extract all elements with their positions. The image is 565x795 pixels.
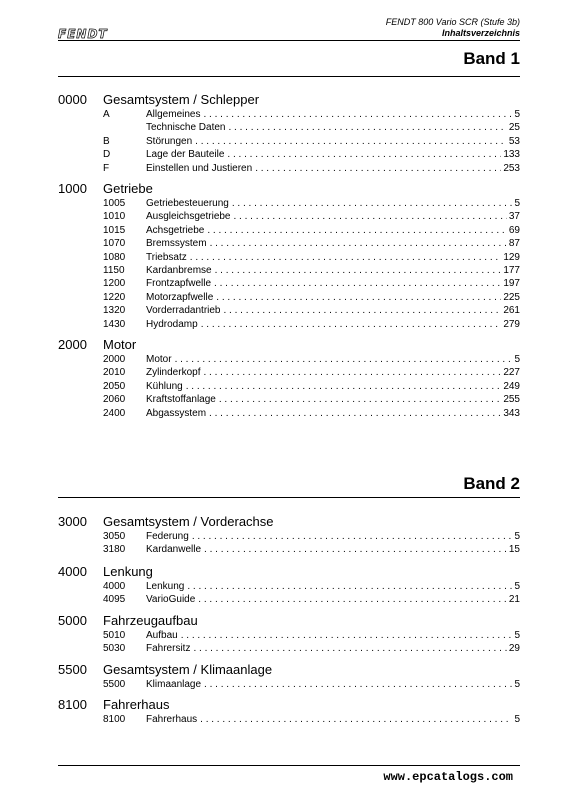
dot-leader: [190, 251, 502, 264]
entry-title: Klimaanlage: [146, 679, 202, 690]
toc-entry[interactable]: [58, 108, 520, 121]
entry-page: 279: [503, 318, 520, 330]
entry-code: 5030: [103, 643, 126, 655]
dot-leader: [181, 629, 513, 642]
entry-code: 5500: [103, 679, 126, 690]
toc-entry[interactable]: [58, 210, 520, 223]
band-1-title: Band 1: [463, 49, 520, 68]
entry-page: 5: [514, 354, 520, 365]
entry-code: 2010: [103, 367, 126, 379]
toc-entry[interactable]: [58, 304, 520, 317]
entry-page: 249: [503, 380, 520, 392]
entry-code: 1015: [103, 224, 126, 236]
entry-code: 1320: [103, 305, 126, 317]
dot-leader: [195, 135, 507, 148]
toc-entry[interactable]: [58, 135, 520, 148]
section-heading: [58, 92, 520, 108]
entry-page: 53: [508, 135, 520, 147]
dot-leader: [210, 237, 507, 250]
band-2-title: Band 2: [463, 474, 520, 493]
entry-title: Motor: [146, 354, 172, 365]
section-code: 1000: [58, 181, 87, 196]
dot-leader: [232, 197, 513, 210]
dot-leader: [203, 366, 501, 379]
toc-entry[interactable]: [58, 678, 520, 691]
section-title: Fahrzeugaufbau: [103, 613, 198, 628]
toc-entry[interactable]: [58, 318, 520, 331]
entry-title: Fahrerhaus: [146, 714, 198, 725]
entry-page: 69: [508, 224, 520, 236]
toc-label: Inhaltsverzeichnis: [441, 28, 520, 38]
entry-page: 5: [514, 679, 520, 690]
dot-leader: [201, 318, 502, 331]
dot-leader: [216, 291, 501, 304]
entry-title: Bremssystem: [146, 238, 207, 250]
section-heading: [58, 564, 520, 580]
entry-page: 29: [508, 643, 520, 655]
toc-section: [58, 697, 520, 726]
entry-code: 2400: [103, 407, 126, 419]
section-code: 3000: [58, 514, 87, 529]
entry-page: 129: [503, 251, 520, 263]
entry-page: 37: [508, 211, 520, 223]
entry-page: 343: [503, 407, 520, 419]
dot-leader: [175, 353, 513, 366]
entry-page: 5: [514, 198, 520, 209]
entry-code: 1220: [103, 291, 126, 303]
section-heading: [58, 514, 520, 530]
entry-page: 227: [503, 367, 520, 379]
band-2-divider: [58, 497, 520, 498]
entry-code: 1080: [103, 251, 126, 263]
toc-section: [58, 514, 520, 557]
section-heading: [58, 613, 520, 629]
entry-page: 5: [514, 581, 520, 592]
toc-entry[interactable]: [58, 530, 520, 543]
section-heading: [58, 337, 520, 353]
toc-section: [58, 613, 520, 656]
toc-entry[interactable]: [58, 580, 520, 593]
section-heading: [58, 697, 520, 713]
entry-title: Motorzapfwelle: [146, 291, 214, 303]
toc-entry[interactable]: [58, 291, 520, 304]
entry-code: 2060: [103, 394, 126, 406]
entry-page: 177: [503, 264, 520, 276]
dot-leader: [200, 713, 512, 726]
entry-page: 261: [503, 305, 520, 317]
dot-leader: [204, 543, 507, 556]
entry-code: 3180: [103, 544, 126, 556]
section-code: 8100: [58, 697, 87, 712]
entry-title: Getriebesteuerung: [146, 198, 229, 209]
dot-leader: [255, 162, 501, 175]
toc-entry[interactable]: [58, 593, 520, 606]
entry-title: Lage der Bauteile: [146, 149, 225, 161]
entry-page: 5: [514, 714, 520, 725]
entry-title: Ausgleichsgetriebe: [146, 211, 231, 223]
toc-entry[interactable]: [58, 197, 520, 210]
toc-entry[interactable]: [58, 543, 520, 556]
section-code: 4000: [58, 564, 87, 579]
entry-code: 1430: [103, 318, 126, 330]
dot-leader: [234, 210, 507, 223]
entry-code: 1005: [103, 198, 126, 209]
entry-code: 1010: [103, 211, 126, 223]
entry-title: Vorderradantrieb: [146, 305, 221, 317]
dot-leader: [203, 108, 512, 121]
entry-page: 197: [503, 278, 520, 290]
section-code: 2000: [58, 337, 87, 352]
dot-leader: [229, 121, 507, 134]
entry-page: 21: [508, 594, 520, 606]
header-divider: [58, 40, 520, 41]
entry-title: Federung: [146, 531, 189, 542]
entry-page: 5: [514, 109, 520, 120]
model-title: FENDT 800 Vario SCR (Stufe 3b): [385, 17, 520, 27]
toc-entry[interactable]: [58, 277, 520, 290]
entry-code: D: [103, 149, 111, 161]
dot-leader: [192, 530, 513, 543]
section-code: 5500: [58, 662, 87, 677]
entry-title: VarioGuide: [146, 594, 196, 606]
entry-page: 133: [503, 149, 520, 161]
section-code: 5000: [58, 613, 87, 628]
entry-page: 253: [503, 162, 520, 174]
dot-leader: [193, 642, 506, 655]
entry-title: Technische Daten: [146, 122, 226, 134]
dot-leader: [207, 224, 507, 237]
section-title: Fahrerhaus: [103, 697, 170, 712]
toc-section: [58, 337, 520, 420]
fendt-logo: FENDT: [58, 27, 108, 41]
entry-code: 1150: [103, 264, 125, 276]
entry-code: 3050: [103, 531, 126, 542]
entry-code: 2000: [103, 354, 126, 365]
entry-title: Abgassystem: [146, 407, 207, 419]
entry-page: 255: [503, 394, 520, 406]
entry-code: 8100: [103, 714, 126, 725]
entry-page: 5: [514, 531, 520, 542]
section-title: Gesamtsystem / Klimaanlage: [103, 662, 273, 677]
entry-page: 15: [508, 544, 520, 556]
entry-title: Frontzapfwelle: [146, 278, 212, 290]
entry-title: Kardanwelle: [146, 544, 202, 556]
toc-entry[interactable]: [58, 713, 520, 726]
toc-entry[interactable]: [58, 366, 520, 379]
entry-page: 5: [514, 630, 520, 641]
dot-leader: [204, 678, 512, 691]
toc-entry[interactable]: [58, 407, 520, 420]
entry-title: Triebsatz: [146, 251, 187, 263]
entry-title: Lenkung: [146, 581, 185, 592]
dot-leader: [214, 277, 501, 290]
entry-title: Fahrersitz: [146, 643, 191, 655]
entry-title: Allgemeines: [146, 109, 201, 120]
toc-entry[interactable]: [58, 148, 520, 161]
section-title: Motor: [103, 337, 137, 352]
entry-code: B: [103, 135, 110, 147]
entry-code: 2050: [103, 380, 126, 392]
dot-leader: [209, 407, 501, 420]
section-title: Gesamtsystem / Vorderachse: [103, 514, 274, 529]
toc-entry[interactable]: [58, 162, 520, 175]
toc-entry[interactable]: [58, 264, 520, 277]
toc-section: [58, 564, 520, 607]
entry-code: 5010: [103, 630, 126, 641]
section-title: Getriebe: [103, 181, 153, 196]
band-1-divider: [58, 76, 520, 77]
toc-section: [58, 92, 520, 175]
section-heading: [58, 181, 520, 197]
toc-entry[interactable]: [58, 393, 520, 406]
dot-leader: [224, 304, 502, 317]
entry-code: F: [103, 162, 110, 174]
toc-entry[interactable]: [58, 251, 520, 264]
entry-title: Hydrodamp: [146, 318, 198, 330]
section-heading: [58, 662, 520, 678]
entry-page: 87: [508, 238, 520, 250]
entry-title: Achsgetriebe: [146, 224, 205, 236]
dot-leader: [186, 380, 502, 393]
entry-page: 25: [508, 122, 520, 134]
dot-leader: [187, 580, 512, 593]
entry-title: Aufbau: [146, 630, 178, 641]
toc-entry[interactable]: [58, 224, 520, 237]
toc-entry[interactable]: [58, 353, 520, 366]
entry-page: 225: [503, 291, 520, 303]
entry-title: Kardanbremse: [146, 264, 212, 276]
section-title: Gesamtsystem / Schlepper: [103, 92, 260, 107]
toc-entry[interactable]: [58, 629, 520, 642]
toc-section: [58, 181, 520, 331]
dot-leader: [227, 148, 501, 161]
entry-code: A: [103, 109, 110, 120]
footer-url: www.epcatalogs.com: [383, 770, 513, 784]
section-title: Lenkung: [103, 564, 153, 579]
entry-title: Kraftstoffanlage: [146, 394, 216, 406]
footer-divider: [58, 765, 520, 766]
entry-code: 4095: [103, 594, 126, 606]
dot-leader: [219, 393, 501, 406]
toc-section: [58, 662, 520, 691]
toc-entry[interactable]: [58, 642, 520, 655]
page-header: [386, 17, 520, 39]
toc-entry[interactable]: [58, 237, 520, 250]
entry-title: Zylinderkopf: [146, 367, 201, 379]
entry-code: 1070: [103, 238, 126, 250]
entry-title: Einstellen und Justieren: [146, 162, 253, 174]
entry-code: 1200: [103, 278, 126, 290]
entry-title: Störungen: [146, 135, 193, 147]
dot-leader: [215, 264, 502, 277]
entry-code: 4000: [103, 581, 126, 592]
section-code: 0000: [58, 92, 87, 107]
toc-entry[interactable]: [58, 380, 520, 393]
dot-leader: [198, 593, 507, 606]
toc-entry[interactable]: [58, 121, 520, 134]
entry-title: Kühlung: [146, 380, 183, 392]
